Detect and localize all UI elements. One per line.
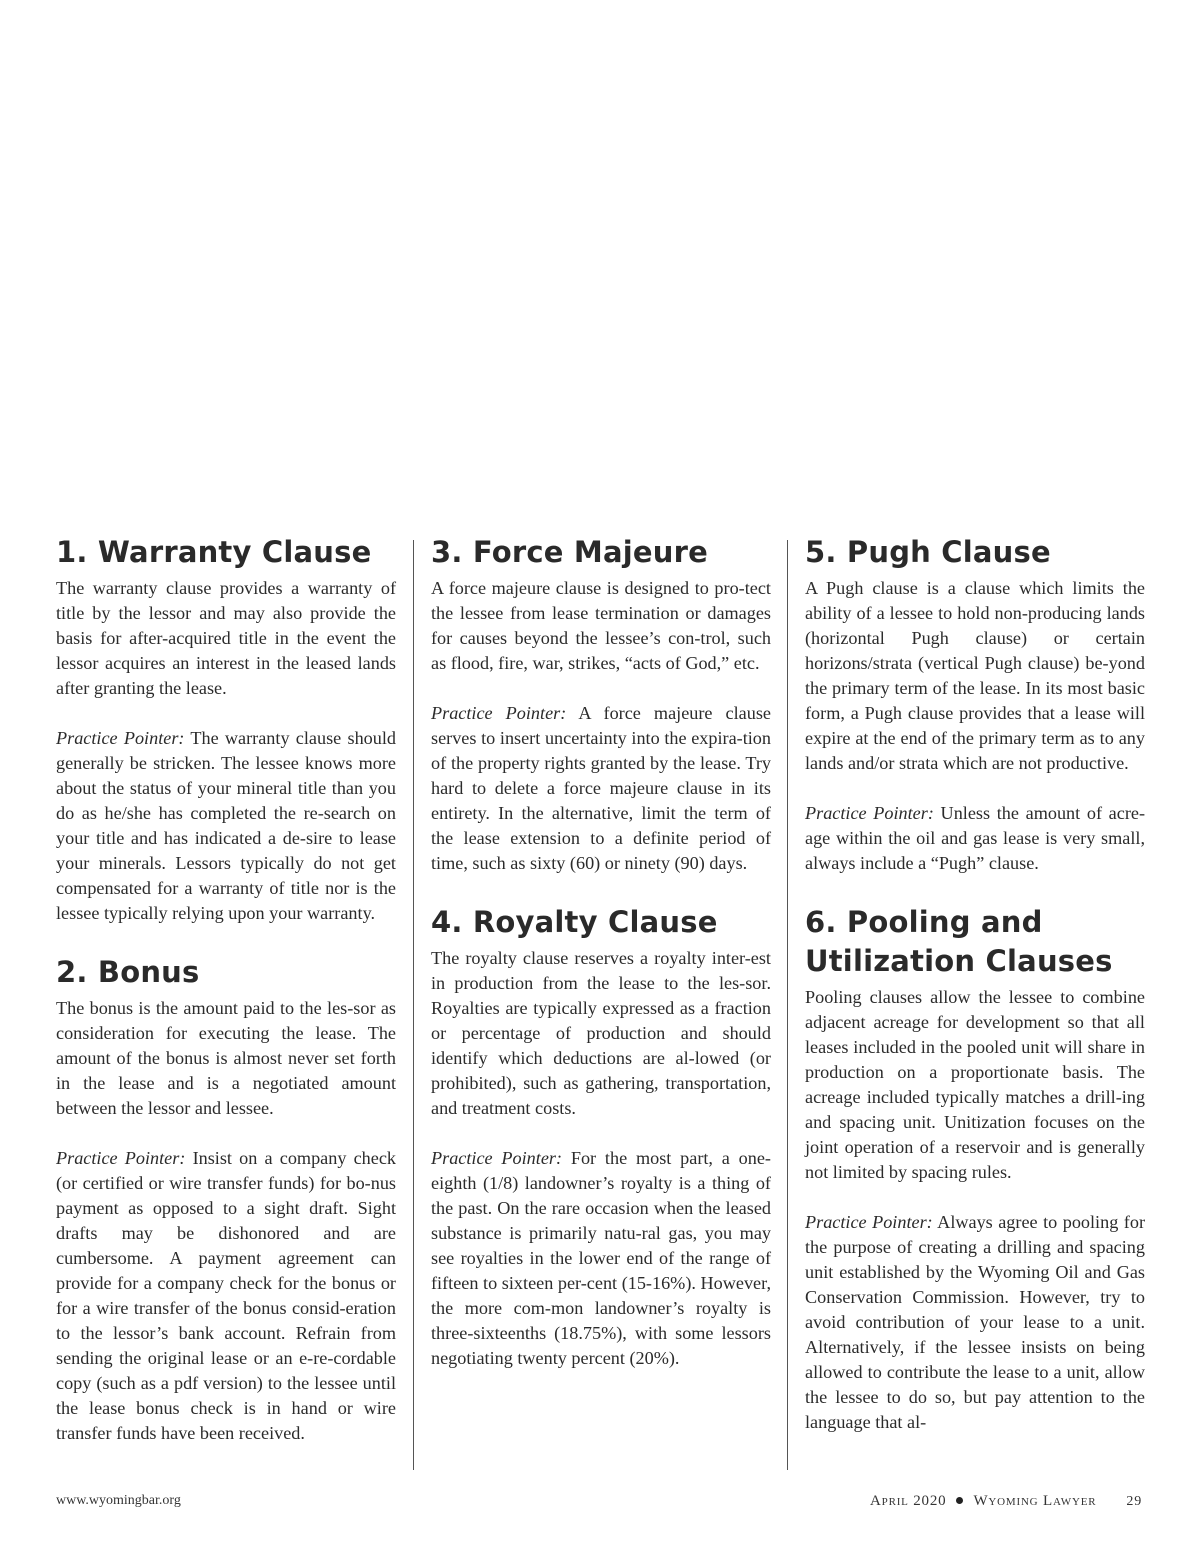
footer-publication: Wyoming Lawyer <box>973 1493 1097 1509</box>
practice-pointer-text: The warranty clause should generally be stricken. The lessee knows more about the status of your mineral title than you do as he/she has completed the re-search on your title and has indicated a de-sire to lease your minerals. Lessors typically do not get compensated for a warranty of title nor is the lessee typically relying upon your warranty. <box>56 728 396 923</box>
section-heading: 1. Warranty Clause <box>56 535 372 569</box>
section-royalty-clause <box>431 903 771 1371</box>
section-body: The royalty clause reserves a royalty inter-est in production from the lease to the les-sor. Royalties are typically expressed as a fraction or percentage of production and should identify which deductions are al-lowed (or prohibited), such as gathering, transportation, and treatment costs. <box>431 948 771 1118</box>
practice-pointer <box>431 1146 771 1371</box>
practice-pointer <box>56 726 396 926</box>
section-body: A force majeure clause is designed to pro-tect the lessee from lease termination or damages for causes beyond the lessee’s con-trol, such as flood, fire, war, strikes, “acts of God,” etc. <box>431 578 771 673</box>
practice-pointer-label: Practice Pointer: <box>805 1212 933 1232</box>
practice-pointer-text: For the most part, a one-eighth (1/8) landowner’s royalty is a thing of the past. On the rare occasion when the leased substance is primarily natu-ral gas, you may see royalties in the lower end of the range of fifteen to sixteen per-cent (15-16%). However, the more com-mon landowner’s royalty is three-sixteenths (18.75%), with some lessors negotiating twenty percent (20%). <box>431 1148 771 1368</box>
practice-pointer-text: A force majeure clause serves to insert uncertainty into the expira-tion of the property rights granted by the lease. Try hard to delete a force majeure clause in its entirety. In the alternative, limit the term of the lease extension to a definite period of time, such as sixty (60) or ninety (90) days. <box>431 703 771 873</box>
practice-pointer <box>56 1146 396 1446</box>
section-warranty-clause <box>56 533 396 926</box>
footer-issue-date: April 2020 <box>870 1493 947 1509</box>
practice-pointer-label: Practice Pointer: <box>431 703 567 723</box>
practice-pointer-text: Unless the amount of acre-age within the oil and gas lease is very small, always include a “Pugh” clause. <box>805 803 1146 873</box>
section-force-majeure <box>431 533 771 876</box>
practice-pointer <box>805 801 1145 876</box>
page-number: 29 <box>1126 1494 1142 1509</box>
practice-pointer-text: Insist on a company check (or certified or wire transfer funds) for bo-nus payment as opposed to a sight draft. Sight drafts may be dishonored and are cumbersome. A payment agreement can provide for a company check for the bonus or for a wire transfer of the bonus consid-eration to the lessor’s bank account. Refrain from sending the original lease or an e-re-cordable copy (such as a pdf version) to the lessee until the lease bonus check is in hand or wire transfer funds have been received. <box>56 1148 396 1443</box>
footer-issue-info <box>870 1493 1142 1510</box>
section-pooling-and-utilization <box>805 903 1145 1435</box>
column-2 <box>431 533 771 1371</box>
section-heading: 5. Pugh Clause <box>805 535 1051 569</box>
section-pugh-clause <box>805 533 1145 876</box>
practice-pointer-label: Practice Pointer: <box>431 1148 563 1168</box>
section-heading: 4. Royalty Clause <box>431 905 718 939</box>
column-3 <box>805 533 1145 1435</box>
practice-pointer-label: Practice Pointer: <box>56 1148 186 1168</box>
column-divider <box>787 540 788 1470</box>
section-heading: 6. Pooling and Utilization Clauses <box>805 905 1113 978</box>
practice-pointer <box>805 1210 1145 1435</box>
bullet-separator <box>956 1497 963 1504</box>
section-heading: 3. Force Majeure <box>431 535 708 569</box>
section-body: The warranty clause provides a warranty of title by the lessor and may also provide the basis for after-acquired title in the event the lessor acquires an interest in the leased lands after granting the lease. <box>56 578 396 698</box>
column-divider <box>413 540 414 1470</box>
column-1 <box>56 533 396 1446</box>
section-body: Pooling clauses allow the lessee to combine adjacent acreage for development so that all leases included in the pooled unit will share in production on a proportionate basis. The acreage included typically matches a drill-ing and spacing unit. Unitization focuses on the joint operation of a reservoir and is generally not limited by spacing rules. <box>805 987 1145 1182</box>
practice-pointer-label: Practice Pointer: <box>56 728 185 748</box>
section-heading: 2. Bonus <box>56 955 200 989</box>
section-bonus <box>56 953 396 1446</box>
section-body: A Pugh clause is a clause which limits the ability of a lessee to hold non-producing lands (horizontal Pugh clause) or certain horizons/strata (vertical Pugh clause) be-yond the primary term of the lease. In its most basic form, a Pugh clause provides that a lease will expire at the end of the primary term as to any lands and/or strata which are not productive. <box>805 578 1145 773</box>
practice-pointer <box>431 701 771 876</box>
footer-website: www.wyomingbar.org <box>56 1493 181 1508</box>
practice-pointer-text: Always agree to pooling for the purpose of creating a drilling and spacing unit established by the Wyoming Oil and Gas Conservation Commission. However, try to avoid contribution of your lease to a unit. Alternatively, if the lessee insists on being allowed to contribute the lease to a unit, allow the lessee to do so, but pay attention to the language that al- <box>805 1212 1145 1432</box>
section-body: The bonus is the amount paid to the les-sor as consideration for executing the lease. The amount of the bonus is almost never set forth in the lease and is a negotiated amount between the lessor and lessee. <box>56 998 396 1118</box>
practice-pointer-label: Practice Pointer: <box>805 803 934 823</box>
